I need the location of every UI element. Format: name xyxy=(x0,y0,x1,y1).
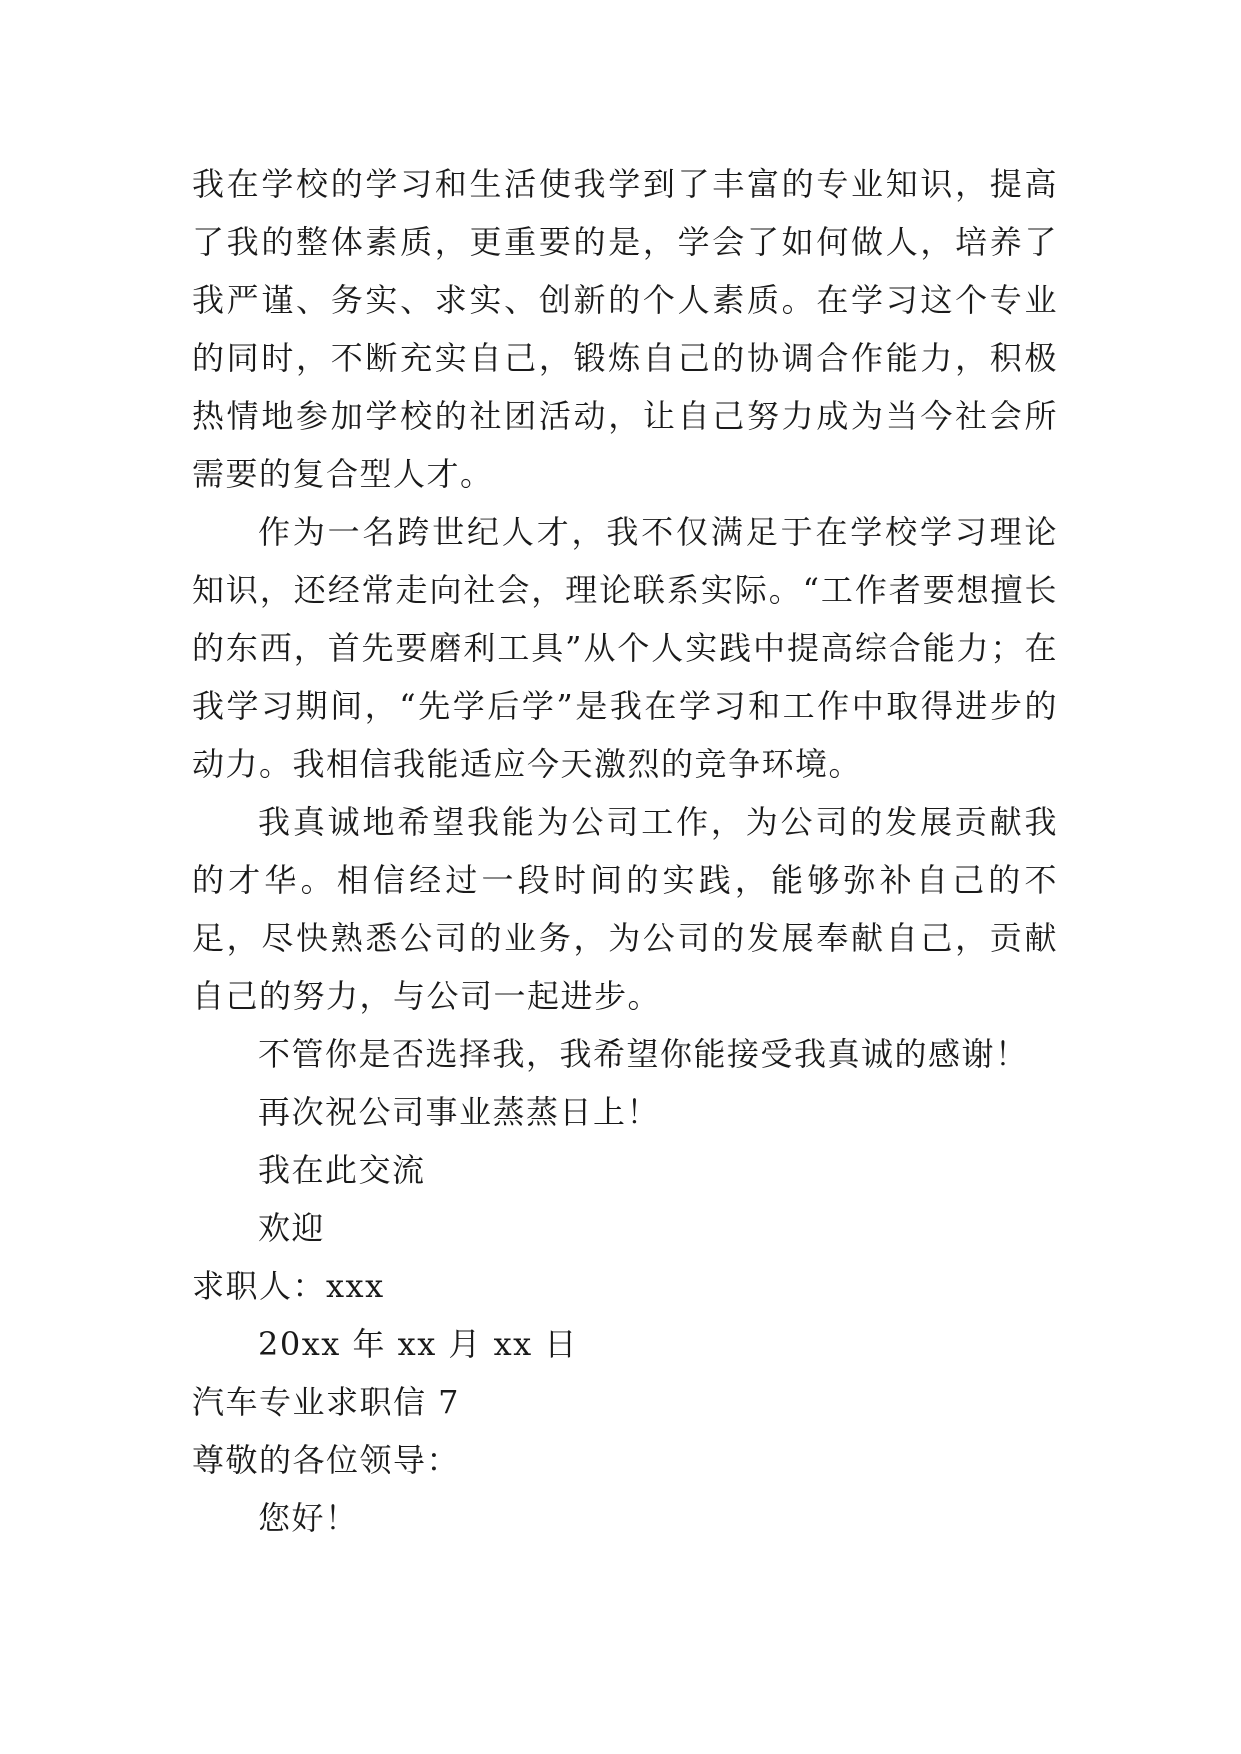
closing-thanks: 不管你是否选择我，我希望你能接受我真诚的感谢！ xyxy=(258,1035,1029,1073)
letter-body xyxy=(192,155,1058,1547)
applicant-signature: 求职人：xxx xyxy=(192,1267,385,1305)
greeting: 您好！ xyxy=(258,1499,359,1537)
paragraph-practice: 作为一名跨世纪人才，我不仅满足于在学校学习理论知识，还经常走向社会，理论联系实际。“工作者要想擅长的东西，首先要磨利工具”从个人实践中提高综合能力；在我学习期间，“先学后学”是我在学习和工作中取得进步的动力。我相信我能适应今天激烈的竞争环境。 xyxy=(192,513,1058,783)
paragraph-study: 我在学校的学习和生活使我学到了丰富的专业知识，提高了我的整体素质，更重要的是，学会了如何做人，培养了我严谨、务实、求实、创新的个人素质。在学习这个专业的同时，不断充实自己，锻炼自己的协调合作能力，积极热情地参加学校的社团活动，让自己努力成为当今社会所需要的复合型人才。 xyxy=(192,165,1058,493)
letter-date: 20xx 年 xx 月 xx 日 xyxy=(258,1325,578,1363)
next-letter-title: 汽车专业求职信 7 xyxy=(192,1383,461,1421)
closing-welcome: 欢迎 xyxy=(258,1209,326,1247)
salutation: 尊敬的各位领导： xyxy=(192,1441,461,1479)
closing-wishes: 再次祝公司事业蒸蒸日上！ xyxy=(258,1093,661,1131)
paragraph-hope: 我真诚地希望我能为公司工作，为公司的发展贡献我的才华。相信经过一段时间的实践，能够弥补自己的不足，尽快熟悉公司的业务，为公司的发展奉献自己，贡献自己的努力，与公司一起进步。 xyxy=(192,803,1058,1015)
closing-exchange: 我在此交流 xyxy=(258,1151,426,1189)
